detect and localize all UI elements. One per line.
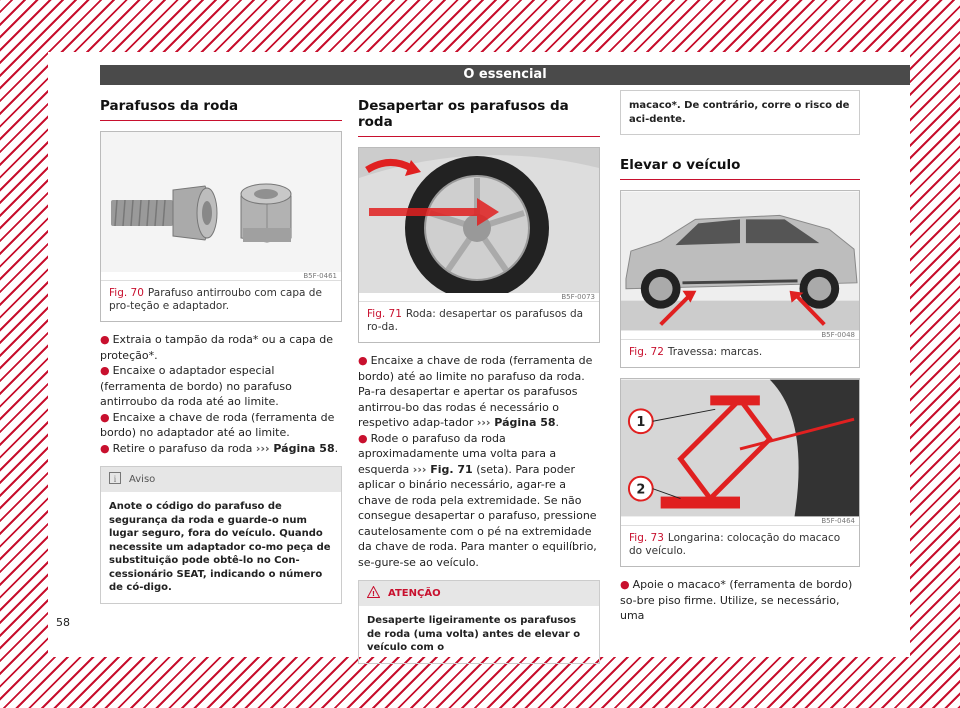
- note-heading: i Aviso: [101, 467, 341, 492]
- column-wheel-bolts: [100, 90, 342, 604]
- figure-72: [620, 190, 860, 368]
- list-item: ● Rode o parafuso da roda aproximadamente uma volta para a esquerda ››› Fig. 71 (seta). Para poder aplicar o binário necessário, agar-re a chave de roda pela extremidade. Se não consegue desapertar o parafuso, pressione cautelosamente com o pé na extremidade da chave de roda. Para manter o equilíbrio, se-gure-se ao veículo.: [358, 431, 597, 569]
- page: [48, 52, 910, 657]
- note-text: Anote o código do parafuso de segurança da roda e guarde-o num lugar seguro, fora do veículo. Quando necessite um adaptador co-mo peça de substituição pode obtê-lo no Con-cessionário SEAT, indicando o número de có-digo.: [109, 501, 331, 593]
- jack-placement-illustration: [621, 379, 859, 517]
- list-item: ● Encaixe a chave de roda (ferramenta de bordo) até ao limite no parafuso da roda. Pa-ra desapertar e apertar os parafusos antirrou-bo das rodas é necessário o respetivo adap-tador ››› Página 58.: [358, 354, 593, 429]
- warning-text: Desaperte ligeiramente os parafusos de roda (uma volta) antes de elevar o veículo com o: [367, 615, 581, 653]
- note-box: [100, 466, 342, 604]
- figure-caption: [621, 339, 859, 367]
- section-header: O essencial: [100, 65, 910, 85]
- figure-label: Fig. 71: [367, 308, 402, 320]
- anti-theft-bolt-illustration: [101, 132, 341, 272]
- figure-70: [100, 131, 342, 322]
- page-reference-link[interactable]: ››› Página 58: [476, 416, 556, 429]
- list-item: ● Extraia o tampão da roda* ou a capa de proteção*.: [100, 333, 334, 362]
- figure-caption: [621, 525, 859, 566]
- caption-text: Parafuso antirroubo com capa de pro-teção e adaptador.: [109, 287, 322, 312]
- list-item: ● Apoie o macaco* (ferramenta de bordo) so-bre piso firme. Utilize, se necessário, uma: [620, 578, 853, 622]
- figure-id: B5F-0461: [303, 272, 337, 280]
- svg-text:!: !: [371, 590, 376, 598]
- info-icon: [109, 472, 121, 487]
- caption-text: Travessa: marcas.: [667, 346, 763, 358]
- figure-73: [620, 378, 860, 567]
- section-title: Desapertar os parafusos da roda: [358, 98, 600, 137]
- instructions: [100, 332, 342, 456]
- warning-box: [358, 580, 600, 664]
- figure-label: Fig. 73: [629, 532, 664, 544]
- instructions: [358, 353, 600, 570]
- warning-triangle-icon: [367, 586, 380, 601]
- column-loosen-bolts: [358, 90, 600, 664]
- caption-text: Longarina: colocação do macaco do veículo.: [629, 532, 841, 557]
- figure-id: B5F-0048: [821, 331, 855, 339]
- section-title: Parafusos da roda: [100, 98, 342, 121]
- figure-caption: [101, 280, 341, 321]
- page-reference-link[interactable]: ››› Página 58: [255, 441, 335, 455]
- callout-1: 1: [636, 415, 646, 431]
- section-title: Elevar o veículo: [620, 157, 860, 180]
- warning-box-continued: [620, 90, 860, 135]
- callout-2: 2: [636, 482, 646, 498]
- instructions: [620, 577, 860, 624]
- list-item: ● Encaixe o adaptador especial (ferramenta de bordo) no parafuso antirroubo da roda até ao limite.: [100, 364, 292, 408]
- caption-text: Roda: desapertar os parafusos da ro-da.: [367, 308, 584, 333]
- figure-71: [358, 147, 600, 343]
- list-item: ● Retire o parafuso da roda ››› Página 58.: [100, 441, 339, 455]
- warning-heading: ! ATENÇÃO: [359, 581, 599, 606]
- figure-label: Fig. 70: [109, 287, 144, 299]
- warning-text: macaco*. De contrário, corre o risco de aci-dente.: [629, 100, 850, 125]
- list-item: ● Encaixe a chave de roda (ferramenta de bordo) no adaptador até ao limite.: [100, 410, 335, 439]
- page-number: 58: [56, 616, 70, 629]
- car-side-marks-illustration: [621, 191, 859, 331]
- figure-id: B5F-0073: [561, 293, 595, 301]
- figure-id: B5F-0464: [821, 517, 855, 525]
- column-raise-vehicle: [620, 90, 860, 624]
- wheel-with-arrow-illustration: [359, 148, 599, 293]
- figure-reference-link[interactable]: ››› Fig. 71: [412, 462, 473, 476]
- svg-text:i: i: [113, 474, 117, 484]
- figure-caption: [359, 301, 599, 342]
- figure-label: Fig. 72: [629, 346, 664, 358]
